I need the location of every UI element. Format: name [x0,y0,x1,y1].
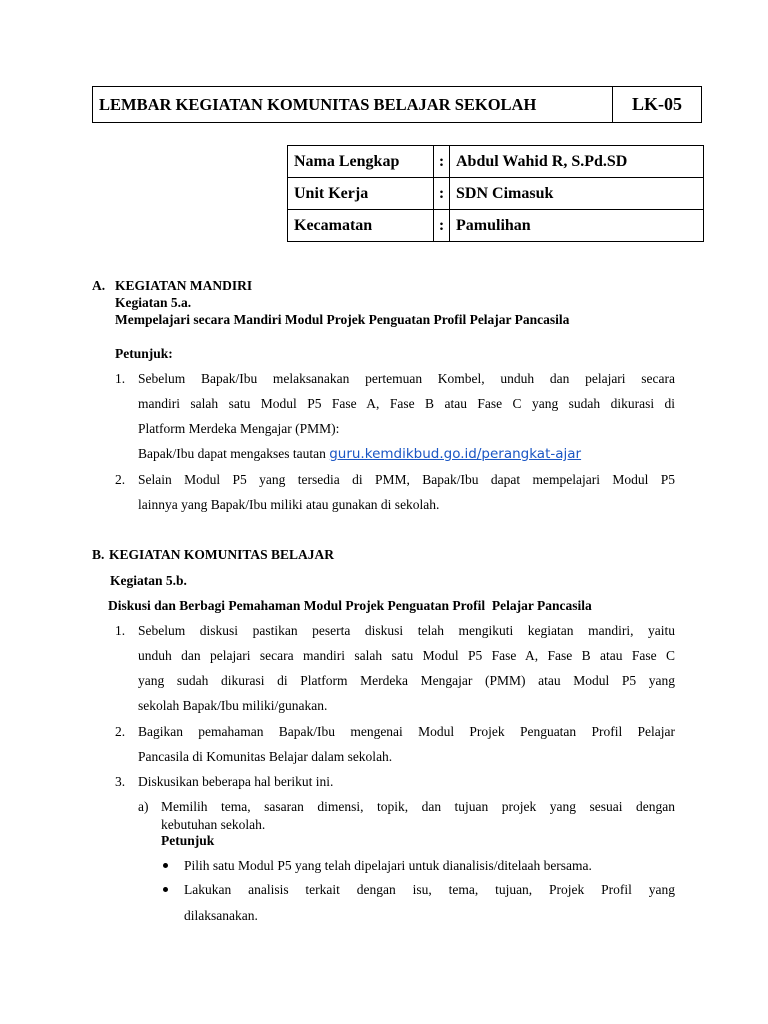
identity-label: Kecamatan [288,210,434,242]
section-a-title: KEGIATAN MANDIRI [115,278,253,293]
list-number: 2. [115,472,126,487]
identity-label: Nama Lengkap [288,146,434,178]
section-a-marker: A. [92,278,106,293]
sub-item-text: Memilih tema, sasaran dimensi, topik, dan tujuan projek yang sesuai dengan [161,799,675,814]
section-a-instructions-label: Petunjuk: [115,346,173,361]
worksheet-code: LK-05 [631,94,682,114]
list-item-text: lainnya yang Bapak/Ibu miliki atau gunakan di sekolah. [138,497,440,512]
worksheet-header [92,86,702,123]
sub-item-text: kebutuhan sekolah. [161,817,266,832]
list-number: 3. [115,774,126,789]
list-item-text: Sebelum Bapak/Ibu melaksanakan pertemuan Kombel, unduh dan pelajari secara [138,371,675,386]
list-number: 2. [115,724,126,739]
link-line [138,441,581,468]
list-item-text: Selain Modul P5 yang tersedia di PMM, Bapak/Ibu dapat mempelajari Modul P5 [138,472,675,487]
identity-value: SDN Cimasuk [450,178,704,210]
identity-row [288,146,704,178]
list-item-text: mandiri salah satu Modul P5 Fase A, Fase B atau Fase C yang sudah dikurasi di [138,396,675,411]
identity-value: Pamulihan [450,210,704,242]
section-a-activity-title: Mempelajari secara Mandiri Modul Projek Penguatan Profil Pelajar Pancasila [115,312,570,327]
list-item-text: Pancasila di Komunitas Belajar dalam sekolah. [138,749,393,764]
identity-row [288,210,704,242]
identity-value: Abdul Wahid R, S.Pd.SD [450,146,704,178]
worksheet-title: LEMBAR KEGIATAN KOMUNITAS BELAJAR SEKOLAH [93,87,613,122]
section-b-title: KEGIATAN KOMUNITAS BELAJAR [109,547,335,562]
list-number: 1. [115,371,126,386]
identity-colon: : [434,146,450,178]
bullet-text: dilaksanakan. [184,908,258,923]
list-item-text: Platform Merdeka Mengajar (PMM): [138,421,340,436]
pmm-link[interactable]: guru.kemdikbud.go.id/perangkat-ajar [329,446,582,462]
identity-label: Unit Kerja [288,178,434,210]
bullet-text: Lakukan analisis terkait dengan isu, tema, tujuan, Projek Profil yang [184,882,675,897]
section-b-activity: Kegiatan 5.b. [110,573,187,588]
list-item-text: Sebelum diskusi pastikan peserta diskusi telah mengikuti kegiatan mandiri, yaitu [138,623,675,638]
list-item-text: yang sudah dikurasi di Platform Merdeka Mengajar (PMM) atau Modul P5 yang [138,673,675,688]
sub-item-marker: a) [138,799,149,814]
identity-colon: : [434,210,450,242]
bullet-icon [163,863,168,868]
bullet-text: Pilih satu Modul P5 yang telah dipelajari untuk dianalisis/ditelaah bersama. [184,858,592,873]
identity-row [288,178,704,210]
section-a-activity: Kegiatan 5.a. [115,295,192,310]
link-prefix: Bapak/Ibu dapat mengakses tautan [138,446,326,461]
bullet-icon [163,887,168,892]
section-b-activity-title: Diskusi dan Berbagi Pemahaman Modul Projek Penguatan Profil Pelajar Pancasila [108,598,592,613]
identity-table [287,145,704,242]
identity-colon: : [434,178,450,210]
list-item-text: Diskusikan beberapa hal berikut ini. [138,774,334,789]
list-item-text: sekolah Bapak/Ibu miliki/gunakan. [138,698,328,713]
list-number: 1. [115,623,126,638]
list-item-text: unduh dan pelajari secara mandiri salah satu Modul P5 Fase A, Fase B atau Fase C [138,648,675,663]
list-item-text: Bagikan pemahaman Bapak/Ibu mengenai Modul Projek Penguatan Profil Pelajar [138,724,675,739]
sub-item-instructions-label: Petunjuk [161,833,215,848]
section-b-marker: B. [92,547,105,562]
